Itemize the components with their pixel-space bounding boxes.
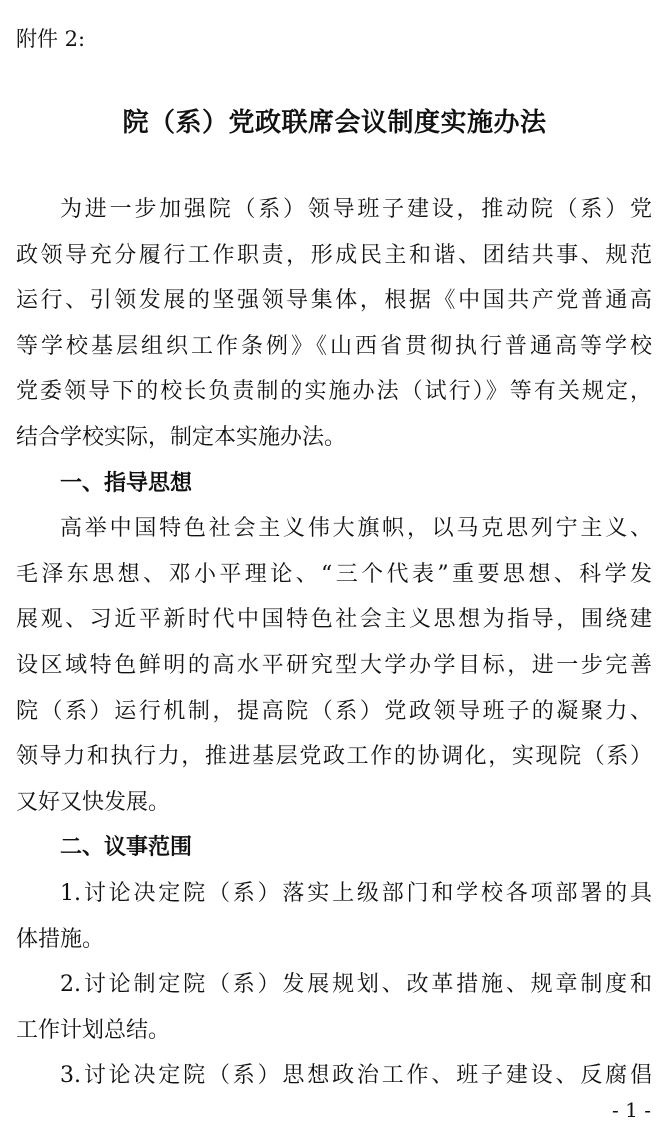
body-line-section1-3: 展观、习近平新时代中国特色社会主义思想为指导，围绕建 bbox=[16, 607, 652, 632]
body-line-intro-1: 为进一步加强院（系）领导班子建设，推动院（系）党 bbox=[60, 197, 652, 222]
body-line-intro-5: 党委领导下的校长负责制的实施办法（试行）》等有关规定， bbox=[16, 379, 652, 404]
section-heading-scope: 二、议事范围 bbox=[60, 835, 193, 860]
attachment-label: 附件 2: bbox=[16, 27, 86, 51]
body-line-item2-1: 2.讨论制定院（系）发展规划、改革措施、规章制度和 bbox=[60, 972, 652, 997]
body-line-intro-2: 政领导充分履行工作职责，形成民主和谐、团结共事、规范 bbox=[16, 243, 652, 268]
body-line-item2-2: 工作计划总结。 bbox=[16, 1018, 171, 1043]
body-line-intro-4: 等学校基层组织工作条例》《山西省贯彻执行普通高等学校 bbox=[16, 334, 652, 359]
body-line-section1-6: 领导力和执行力，推进基层党政工作的协调化，实现院（系） bbox=[16, 744, 652, 769]
body-line-section1-1: 高举中国特色社会主义伟大旗帜，以马克思列宁主义、 bbox=[60, 516, 652, 541]
body-line-section1-2: 毛泽东思想、邓小平理论、“三个代表”重要思想、科学发 bbox=[16, 562, 652, 587]
body-line-item1-1: 1.讨论决定院（系）落实上级部门和学校各项部署的具 bbox=[60, 881, 652, 906]
body-line-item1-2: 体措施。 bbox=[16, 927, 105, 952]
body-line-section1-5: 院（系）运行机制，提高院（系）党政领导班子的凝聚力、 bbox=[16, 699, 652, 724]
body-line-item3-1: 3.讨论决定院（系）思想政治工作、班子建设、反腐倡 bbox=[60, 1063, 652, 1088]
page-number: - 1 - bbox=[612, 1098, 651, 1122]
body-line-section1-4: 设区域特色鲜明的高水平研究型大学办学目标，进一步完善 bbox=[16, 653, 652, 678]
body-line-section1-7: 又好又快发展。 bbox=[16, 790, 171, 815]
document-title: 院（系）党政联席会议制度实施办法 bbox=[122, 108, 547, 138]
section-heading-guiding-ideology: 一、指导思想 bbox=[60, 471, 193, 496]
body-line-intro-6: 结合学校实际，制定本实施办法。 bbox=[16, 425, 347, 450]
body-line-intro-3: 运行、引领发展的坚强领导集体，根据《中国共产党普通高 bbox=[16, 288, 652, 313]
